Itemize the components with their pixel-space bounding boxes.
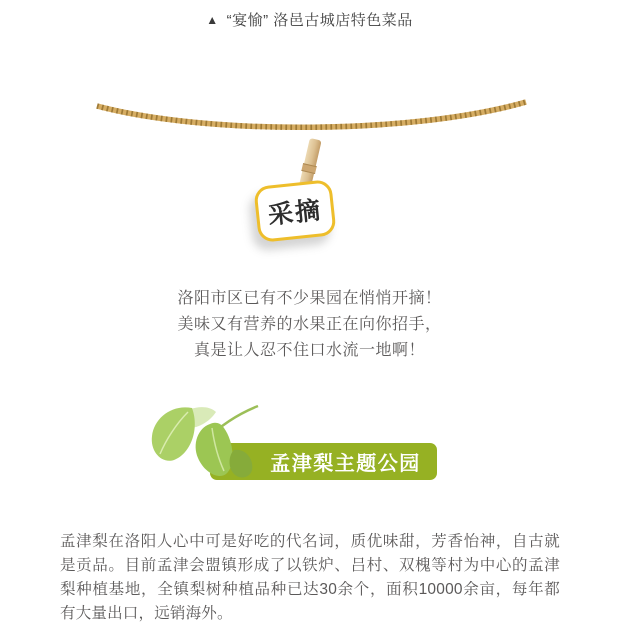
- intro-line: 美味又有营养的水果正在向你招手，: [177, 316, 442, 333]
- hanging-tag-label: 采摘: [266, 196, 324, 230]
- intro-paragraph: [0, 286, 619, 364]
- leaves-decoration: [148, 402, 262, 484]
- caption-text: “宴愉” 洛邑古城店特色菜品: [226, 12, 413, 29]
- section-header-label: 孟津梨主题公园: [270, 453, 421, 475]
- intro-line: 洛阳市区已有不少果园在悄悄开摘！: [177, 290, 442, 307]
- caption-triangle-icon: ▲: [206, 13, 219, 27]
- hanging-tag: [253, 179, 336, 243]
- intro-line: 真是让人忍不住口水流一地啊！: [193, 342, 425, 359]
- article-paragraph: 孟津梨在洛阳人心中可是好吃的代名词，质优味甜，芳香怡神，自古就是贡品。目前孟津会盟镇形成了以铁炉、吕村、双槐等村为中心的孟津梨种植基地，全镇梨树种植品种已达30余个，面积10000余亩，每年都有大量出口，远销海外。: [60, 533, 560, 622]
